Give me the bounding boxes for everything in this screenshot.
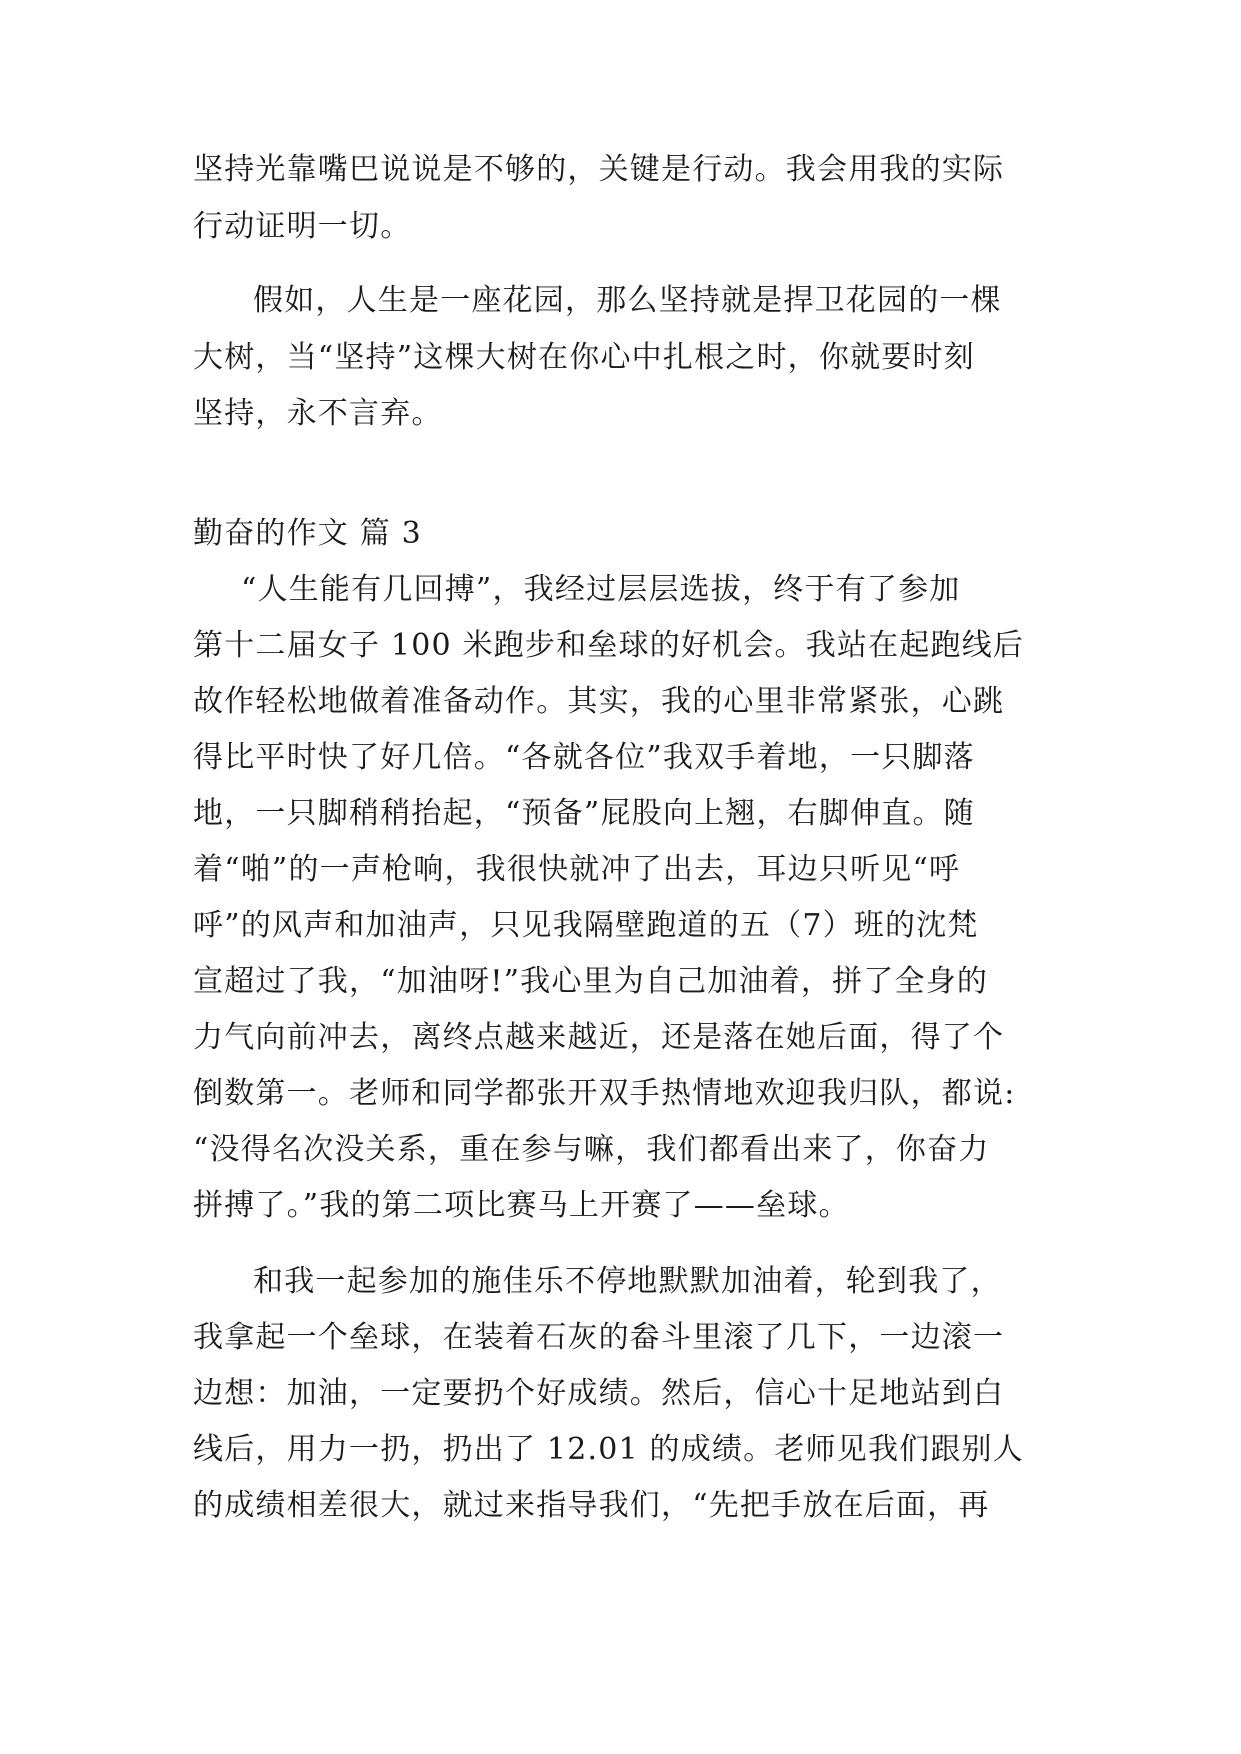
paragraph-line: 边想：加油，一定要扔个好成绩。然后，信心十足地站到白 — [193, 1376, 1005, 1411]
paragraph-line: 力气向前冲去，离终点越来越近，还是落在她后面，得了个 — [193, 1020, 1005, 1055]
paragraph-line: 的成绩相差很大，就过来指导我们，“先把手放在后面，再 — [193, 1488, 990, 1523]
paragraph-line: 和我一起参加的施佳乐不停地默默加油着，轮到我了， — [253, 1264, 1002, 1299]
paragraph-line: 假如，人生是一座花园，那么坚持就是捍卫花园的一棵 — [253, 283, 1002, 318]
paragraph-line: 拼搏了。”我的第二项比赛马上开赛了——垒球。 — [193, 1188, 850, 1223]
paragraph-line: 得比平时快了好几倍。“各就各位”我双手着地，一只脚落 — [193, 740, 975, 775]
paragraph-line: 故作轻松地做着准备动作。其实，我的心里非常紧张，心跳 — [193, 684, 1005, 719]
paragraph-line: 倒数第一。老师和同学都张开双手热情地欢迎我归队，都说: — [193, 1076, 1016, 1111]
paragraph-line: 线后，用力一扔，扔出了 12.01 的成绩。老师见我们跟别人 — [193, 1432, 1024, 1467]
paragraph-line: 呼”的风声和加油声，只见我隔壁跑道的五（7）班的沈梵 — [193, 908, 979, 943]
paragraph-line: 坚持，永不言弃。 — [193, 396, 443, 431]
paragraph-line: 第十二届女子 100 米跑步和垒球的好机会。我站在起跑线后 — [193, 628, 1025, 663]
document-page — [193, 0, 1053, 1754]
paragraph-line: 宣超过了我，“加油呀!”我心里为自己加油着，拼了全身的 — [193, 964, 989, 999]
paragraph-line: “没得名次没关系，重在参与嘛，我们都看出来了，你奋力 — [193, 1132, 990, 1167]
paragraph-line: 我拿起一个垒球，在装着石灰的畚斗里滚了几下，一边滚一 — [193, 1320, 1005, 1355]
paragraph-line: 地，一只脚稍稍抬起，“预备”屁股向上翘，右脚伸直。随 — [193, 796, 975, 831]
paragraph-line: 坚持光靠嘴巴说说是不够的，关键是行动。我会用我的实际 — [193, 152, 1005, 187]
paragraph-line: “人生能有几回搏”，我经过层层选拔，终于有了参加 — [241, 572, 961, 607]
section-heading: 勤奋的作文 篇 3 — [193, 516, 422, 551]
paragraph-line: 行动证明一切。 — [193, 209, 412, 244]
paragraph-line: 着“啪”的一声枪响，我很快就冲了出去，耳边只听见“呼 — [193, 852, 961, 887]
paragraph-line: 大树，当“坚持”这棵大树在你心中扎根之时，你就要时刻 — [193, 340, 975, 375]
